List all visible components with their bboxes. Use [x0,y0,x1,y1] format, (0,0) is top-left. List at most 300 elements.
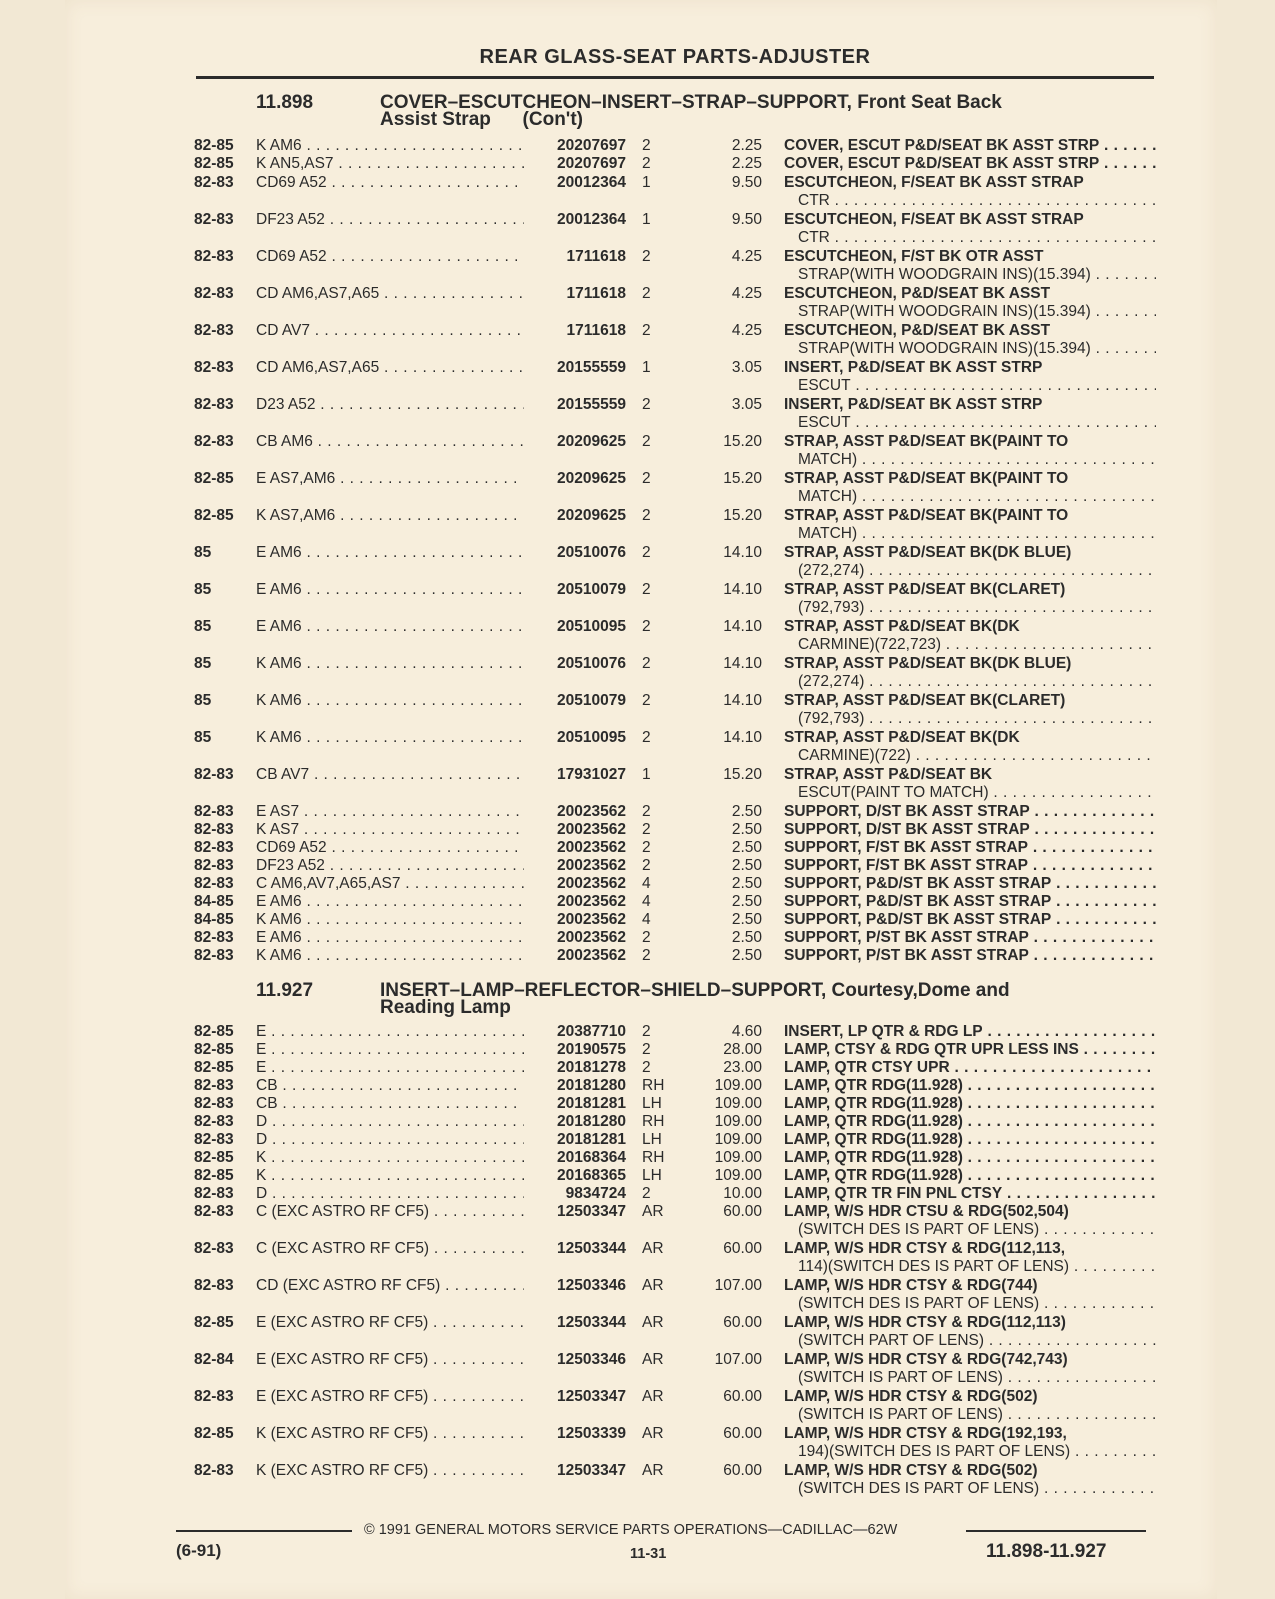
year-range-cell: 82-83 [194,248,234,265]
part-number-cell: 20012364 [524,174,626,192]
quantity-cell: 2 [642,433,651,450]
description-cell [784,470,1156,506]
model-cell: E (EXC ASTRO RF CF5) . . . [256,1314,526,1332]
year-range-cell: 84-85 [194,911,234,928]
section-number: 11.927 [256,980,314,1001]
quantity-cell: 2 [642,821,651,838]
year-range-cell: 85 [194,729,212,746]
part-number-cell: 1711618 [524,248,626,266]
quantity-cell: LH [642,1131,662,1148]
quantity-cell: LH [642,1095,662,1112]
price-cell: 2.50 [731,875,762,892]
price-cell: 10.00 [723,1185,762,1202]
model-cell: CD AM6,AS7,A65 . . . [256,359,526,377]
price-cell: 109.00 [714,1167,762,1184]
year-range-cell: 82-83 [194,174,234,191]
description-line: LAMP, QTR TR FIN PNL CTSY . . . [784,1185,1156,1202]
model-cell: DF23 A52 . . . [256,857,526,875]
description-line: SUPPORT, D/ST BK ASST STRAP . . . [784,821,1156,838]
model-cell: E . . . [256,1023,526,1041]
description-continuation: (SWITCH PART OF LENS) . . . [784,1332,1156,1350]
part-number-cell: 20023562 [524,911,626,929]
quantity-cell: 2 [642,655,651,672]
price-cell: 23.00 [723,1059,762,1076]
description-cell [784,655,1156,691]
part-number-cell: 9834724 [524,1185,626,1203]
model-cell: E AM6 . . . [256,581,526,599]
part-number-cell: 12503339 [524,1425,626,1443]
price-cell: 60.00 [723,1388,762,1405]
part-number-cell: 12503344 [524,1314,626,1332]
year-range-cell: 85 [194,581,212,598]
year-range-cell: 82-83 [194,1203,234,1220]
description-cell [784,1113,1156,1131]
model-cell: CD69 A52 . . . [256,248,526,266]
price-cell: 4.25 [731,285,762,302]
description-cell [784,1351,1156,1387]
description-line: SUPPORT, P/ST BK ASST STRAP . . . [784,947,1156,964]
year-range-cell: 82-85 [194,1167,234,1184]
part-number-cell: 20387710 [524,1023,626,1041]
description-line: LAMP, QTR CTSY UPR . . . [784,1059,1156,1076]
model-cell: K (EXC ASTRO RF CF5) . . . [256,1462,526,1480]
quantity-cell: 1 [642,211,651,228]
part-number-cell: 20181278 [524,1059,626,1077]
quantity-cell: 2 [642,929,651,946]
description-line: ESCUTCHEON, P&D/SEAT BK ASST [784,322,1051,339]
part-number-cell: 20510076 [524,655,626,673]
quantity-cell: LH [642,1167,662,1184]
description-continuation: (272,274) . . . [784,562,1156,580]
year-range-cell: 82-83 [194,875,234,892]
part-number-cell: 20023562 [524,875,626,893]
year-range-cell: 82-85 [194,1149,234,1166]
description-cell [784,1131,1156,1149]
model-cell: K AN5,AS7 . . . [256,155,526,173]
description-cell [784,729,1156,765]
model-cell: CD69 A52 . . . [256,174,526,192]
quantity-cell: 2 [642,947,651,964]
year-range-cell: 82-83 [194,285,234,302]
part-number-cell: 20023562 [524,803,626,821]
description-continuation: CARMINE)(722,723) . . . [784,636,1156,654]
year-range-cell: 82-83 [194,929,234,946]
price-cell: 2.25 [731,137,762,154]
description-continuation: (792,793) . . . [784,710,1156,728]
part-number-cell: 17931027 [524,766,626,784]
model-cell: CD AM6,AS7,A65 . . . [256,285,526,303]
part-number-cell: 20155559 [524,359,626,377]
part-number-cell: 20209625 [524,507,626,525]
quantity-cell: 2 [642,1059,651,1076]
price-cell: 4.60 [731,1023,762,1040]
price-cell: 2.50 [731,911,762,928]
description-continuation: ESCUT(PAINT TO MATCH) . . . [784,784,1156,802]
description-line: ESCUTCHEON, P&D/SEAT BK ASST [784,285,1051,302]
model-cell: CD (EXC ASTRO RF CF5) . . . [256,1277,526,1295]
year-range-cell: 82-85 [194,1023,234,1040]
quantity-cell: RH [642,1113,665,1130]
quantity-cell: AR [642,1314,664,1331]
price-cell: 14.10 [723,581,762,598]
part-number-cell: 20207697 [524,137,626,155]
price-cell: 28.00 [723,1041,762,1058]
model-cell: D . . . [256,1113,526,1131]
quantity-cell: AR [642,1425,664,1442]
model-cell: K AS7,AM6 . . . [256,507,526,525]
description-line: COVER, ESCUT P&D/SEAT BK ASST STRP . . . [784,137,1156,154]
description-line: LAMP, W/S HDR CTSU & RDG(502,504) [784,1203,1069,1220]
description-cell [784,1077,1156,1095]
description-cell [784,947,1156,965]
year-range-cell: 82-84 [194,1351,234,1368]
year-range-cell: 82-83 [194,359,234,376]
part-number-cell: 20181281 [524,1131,626,1149]
model-cell: K . . . [256,1167,526,1185]
year-range-cell: 82-83 [194,803,234,820]
price-cell: 4.25 [731,322,762,339]
description-line: LAMP, W/S HDR CTSY & RDG(112,113, [784,1240,1066,1257]
year-range-cell: 82-85 [194,1059,234,1076]
description-cell [784,1167,1156,1185]
description-line: STRAP, ASST P&D/SEAT BK(CLARET) [784,692,1066,709]
description-cell [784,581,1156,617]
price-cell: 109.00 [714,1095,762,1112]
year-range-cell: 82-83 [194,1185,234,1202]
year-range-cell: 82-83 [194,1095,234,1112]
price-cell: 60.00 [723,1462,762,1479]
year-range-cell: 82-83 [194,1131,234,1148]
quantity-cell: 1 [642,766,651,783]
model-cell: E (EXC ASTRO RF CF5) . . . [256,1351,526,1369]
quantity-cell: 2 [642,618,651,635]
year-range-cell: 85 [194,618,212,635]
year-range-cell: 85 [194,544,212,561]
description-continuation: (SWITCH DES IS PART OF LENS) . . . [784,1295,1156,1313]
model-cell: K AM6 . . . [256,947,526,965]
part-number-cell: 1711618 [524,322,626,340]
price-cell: 15.20 [723,766,762,783]
description-continuation: CTR . . . [784,229,1156,247]
description-cell [784,1425,1156,1461]
quantity-cell: RH [642,1149,665,1166]
model-cell: K AM6 . . . [256,729,526,747]
description-cell [784,1277,1156,1313]
model-cell: K (EXC ASTRO RF CF5) . . . [256,1425,526,1443]
price-cell: 14.10 [723,692,762,709]
description-continuation: (792,793) . . . [784,599,1156,617]
year-range-cell: 82-83 [194,947,234,964]
year-range-cell: 82-85 [194,137,234,154]
model-cell: C AM6,AV7,A65,AS7 . . . [256,875,526,893]
part-number-cell: 20510095 [524,729,626,747]
section-subtitle: Assist Strap (Con't) [380,109,583,130]
description-cell [784,911,1156,929]
year-range-cell: 82-83 [194,211,234,228]
part-number-cell: 12503347 [524,1203,626,1221]
description-line: STRAP, ASST P&D/SEAT BK(PAINT TO [784,507,1069,524]
description-line: STRAP, ASST P&D/SEAT BK [784,766,993,783]
price-cell: 15.20 [723,433,762,450]
description-cell [784,137,1156,155]
model-cell: D23 A52 . . . [256,396,526,414]
description-cell [784,211,1156,247]
description-continuation: ESCUT . . . [784,377,1156,395]
price-cell: 3.05 [731,396,762,413]
description-cell [784,857,1156,875]
description-continuation: STRAP(WITH WOODGRAIN INS)(15.394) . . . [784,340,1156,358]
year-range-cell: 82-83 [194,1388,234,1405]
part-number-cell: 12503346 [524,1351,626,1369]
part-number-cell: 12503347 [524,1388,626,1406]
price-cell: 14.10 [723,618,762,635]
price-cell: 9.50 [731,174,762,191]
part-number-cell: 20181281 [524,1095,626,1113]
model-cell: D . . . [256,1131,526,1149]
year-range-cell: 82-83 [194,821,234,838]
quantity-cell: 2 [642,1023,651,1040]
page-title: REAR GLASS-SEAT PARTS-ADJUSTER [479,46,871,68]
quantity-cell: 2 [642,1041,651,1058]
quantity-cell: 2 [642,248,651,265]
description-continuation: STRAP(WITH WOODGRAIN INS)(15.394) . . . [784,303,1156,321]
year-range-cell: 82-83 [194,1113,234,1130]
year-range-cell: 82-83 [194,396,234,413]
model-cell: DF23 A52 . . . [256,211,526,229]
description-continuation: STRAP(WITH WOODGRAIN INS)(15.394) . . . [784,266,1156,284]
description-line: SUPPORT, F/ST BK ASST STRAP . . . [784,839,1156,856]
description-cell [784,1314,1156,1350]
model-cell: E . . . [256,1059,526,1077]
description-cell [784,433,1156,469]
price-cell: 109.00 [714,1131,762,1148]
quantity-cell: 2 [642,396,651,413]
part-number-cell: 20012364 [524,211,626,229]
model-cell: CB AM6 . . . [256,433,526,451]
footer-copyright: © 1991 GENERAL MOTORS SERVICE PARTS OPERATIONS—CADILLAC—62W [364,1522,898,1538]
quantity-cell: 4 [642,893,651,910]
model-cell: E (EXC ASTRO RF CF5) . . . [256,1388,526,1406]
description-cell [784,766,1156,802]
quantity-cell: 4 [642,875,651,892]
model-cell: K AM6 . . . [256,655,526,673]
price-cell: 60.00 [723,1240,762,1257]
quantity-cell: RH [642,1077,665,1094]
description-line: STRAP, ASST P&D/SEAT BK(DK BLUE) [784,544,1072,561]
description-line: LAMP, W/S HDR CTSY & RDG(502) [784,1462,1038,1479]
description-continuation: (272,274) . . . [784,673,1156,691]
part-number-cell: 20190575 [524,1041,626,1059]
description-cell [784,1203,1156,1239]
part-number-cell: 20181280 [524,1113,626,1131]
part-number-cell: 20168365 [524,1167,626,1185]
price-cell: 2.50 [731,947,762,964]
year-range-cell: 85 [194,655,212,672]
part-number-cell: 20023562 [524,929,626,947]
part-number-cell: 20023562 [524,857,626,875]
model-cell: C (EXC ASTRO RF CF5) . . . [256,1203,526,1221]
description-line: LAMP, CTSY & RDG QTR UPR LESS INS . . . [784,1041,1156,1058]
quantity-cell: 2 [642,507,651,524]
description-cell [784,1388,1156,1424]
description-line: LAMP, W/S HDR CTSY & RDG(742,743) [784,1351,1068,1368]
description-continuation: MATCH) . . . [784,451,1156,469]
header-divider [196,76,1154,79]
description-continuation: (SWITCH IS PART OF LENS) . . . [784,1406,1156,1424]
price-cell: 2.50 [731,857,762,874]
footer-date-code: (6-91) [176,1541,222,1560]
description-cell [784,507,1156,543]
year-range-cell: 82-85 [194,155,234,172]
year-range-cell: 85 [194,692,212,709]
description-continuation: MATCH) . . . [784,525,1156,543]
model-cell: E . . . [256,1041,526,1059]
quantity-cell: 2 [642,803,651,820]
description-cell [784,692,1156,728]
year-range-cell: 82-83 [194,766,234,783]
price-cell: 109.00 [714,1113,762,1130]
price-cell: 15.20 [723,507,762,524]
model-cell: E AM6 . . . [256,929,526,947]
quantity-cell: 1 [642,359,651,376]
description-continuation: CTR . . . [784,192,1156,210]
price-cell: 15.20 [723,470,762,487]
description-cell [784,285,1156,321]
section-title: COVER–ESCUTCHEON–INSERT–STRAP–SUPPORT, Front Seat Back [380,92,1002,113]
year-range-cell: 82-83 [194,322,234,339]
part-number-cell: 20510079 [524,581,626,599]
description-line: STRAP, ASST P&D/SEAT BK(CLARET) [784,581,1066,598]
part-number-cell: 20023562 [524,839,626,857]
quantity-cell: 2 [642,137,651,154]
price-cell: 109.00 [714,1077,762,1094]
description-cell [784,1095,1156,1113]
model-cell: E AM6 . . . [256,893,526,911]
description-line: LAMP, W/S HDR CTSY & RDG(112,113) [784,1314,1066,1331]
description-cell [784,821,1156,839]
year-range-cell: 82-83 [194,857,234,874]
price-cell: 2.50 [731,929,762,946]
description-cell [784,839,1156,857]
price-cell: 60.00 [723,1203,762,1220]
price-cell: 2.50 [731,893,762,910]
price-cell: 14.10 [723,655,762,672]
description-continuation: 194)(SWITCH DES IS PART OF LENS) . . . [784,1443,1156,1461]
part-number-cell: 12503346 [524,1277,626,1295]
year-range-cell: 82-85 [194,507,234,524]
model-cell: K AM6 . . . [256,137,526,155]
description-line: LAMP, QTR RDG(11.928) . . . [784,1149,1156,1166]
description-line: ESCUTCHEON, F/SEAT BK ASST STRAP [784,174,1084,191]
part-number-cell: 20181280 [524,1077,626,1095]
model-cell: CD69 A52 . . . [256,839,526,857]
part-number-cell: 20510095 [524,618,626,636]
year-range-cell: 82-85 [194,1041,234,1058]
quantity-cell: AR [642,1462,664,1479]
part-number-cell: 1711618 [524,285,626,303]
description-line: LAMP, W/S HDR CTSY & RDG(744) [784,1277,1038,1294]
description-continuation: (SWITCH IS PART OF LENS) . . . [784,1369,1156,1387]
model-cell: CB . . . [256,1077,526,1095]
description-cell [784,1059,1156,1077]
section-subtitle: Reading Lamp [380,997,511,1018]
part-number-cell: 20207697 [524,155,626,173]
model-cell: D . . . [256,1185,526,1203]
year-range-cell: 82-83 [194,1277,234,1294]
description-line: ESCUTCHEON, F/ST BK OTR ASST [784,248,1044,265]
description-continuation: 114)(SWITCH DES IS PART OF LENS) . . . [784,1258,1156,1276]
model-cell: E AS7 . . . [256,803,526,821]
description-continuation: MATCH) . . . [784,488,1156,506]
description-cell [784,1240,1156,1276]
footer-page-number: 11-31 [630,1546,667,1562]
description-cell [784,155,1156,173]
year-range-cell: 82-83 [194,1462,234,1479]
description-line: SUPPORT, F/ST BK ASST STRAP . . . [784,857,1156,874]
quantity-cell: 2 [642,544,651,561]
description-line: STRAP, ASST P&D/SEAT BK(DK BLUE) [784,655,1072,672]
description-cell [784,1023,1156,1041]
description-line: STRAP, ASST P&D/SEAT BK(PAINT TO [784,433,1069,450]
part-number-cell: 20023562 [524,947,626,965]
model-cell: K AM6 . . . [256,692,526,710]
description-cell [784,1462,1156,1498]
description-line: SUPPORT, P&D/ST BK ASST STRAP . . . [784,911,1156,928]
description-line: LAMP, QTR RDG(11.928) . . . [784,1077,1156,1094]
quantity-cell: 4 [642,911,651,928]
description-cell [784,248,1156,284]
description-line: ESCUTCHEON, F/SEAT BK ASST STRAP [784,211,1084,228]
description-line: LAMP, QTR RDG(11.928) . . . [784,1095,1156,1112]
part-number-cell: 20023562 [524,893,626,911]
quantity-cell: 2 [642,692,651,709]
description-line: SUPPORT, P/ST BK ASST STRAP . . . [784,929,1156,946]
quantity-cell: AR [642,1277,664,1294]
price-cell: 4.25 [731,248,762,265]
year-range-cell: 84-85 [194,893,234,910]
price-cell: 14.10 [723,729,762,746]
description-cell [784,803,1156,821]
quantity-cell: 2 [642,1185,651,1202]
price-cell: 14.10 [723,544,762,561]
year-range-cell: 82-83 [194,1240,234,1257]
description-line: SUPPORT, D/ST BK ASST STRAP . . . [784,803,1156,820]
part-number-cell: 20168364 [524,1149,626,1167]
quantity-cell: 2 [642,322,651,339]
year-range-cell: 82-85 [194,1425,234,1442]
year-range-cell: 82-83 [194,433,234,450]
model-cell: CD AV7 . . . [256,322,526,340]
quantity-cell: 2 [642,470,651,487]
description-line: SUPPORT, P&D/ST BK ASST STRAP . . . [784,875,1156,892]
model-cell: E AS7,AM6 . . . [256,470,526,488]
description-line: LAMP, W/S HDR CTSY & RDG(502) [784,1388,1038,1405]
quantity-cell: AR [642,1203,664,1220]
year-range-cell: 82-83 [194,1077,234,1094]
year-range-cell: 82-83 [194,839,234,856]
description-cell [784,875,1156,893]
part-number-cell: 20510076 [524,544,626,562]
description-cell [784,544,1156,580]
model-cell: K . . . [256,1149,526,1167]
price-cell: 60.00 [723,1314,762,1331]
section-title: INSERT–LAMP–REFLECTOR–SHIELD–SUPPORT, Courtesy,Dome and [380,980,1010,1001]
description-line: LAMP, QTR RDG(11.928) . . . [784,1167,1156,1184]
price-cell: 107.00 [714,1351,762,1368]
description-cell [784,1185,1156,1203]
model-cell: K AS7 . . . [256,821,526,839]
description-cell [784,359,1156,395]
